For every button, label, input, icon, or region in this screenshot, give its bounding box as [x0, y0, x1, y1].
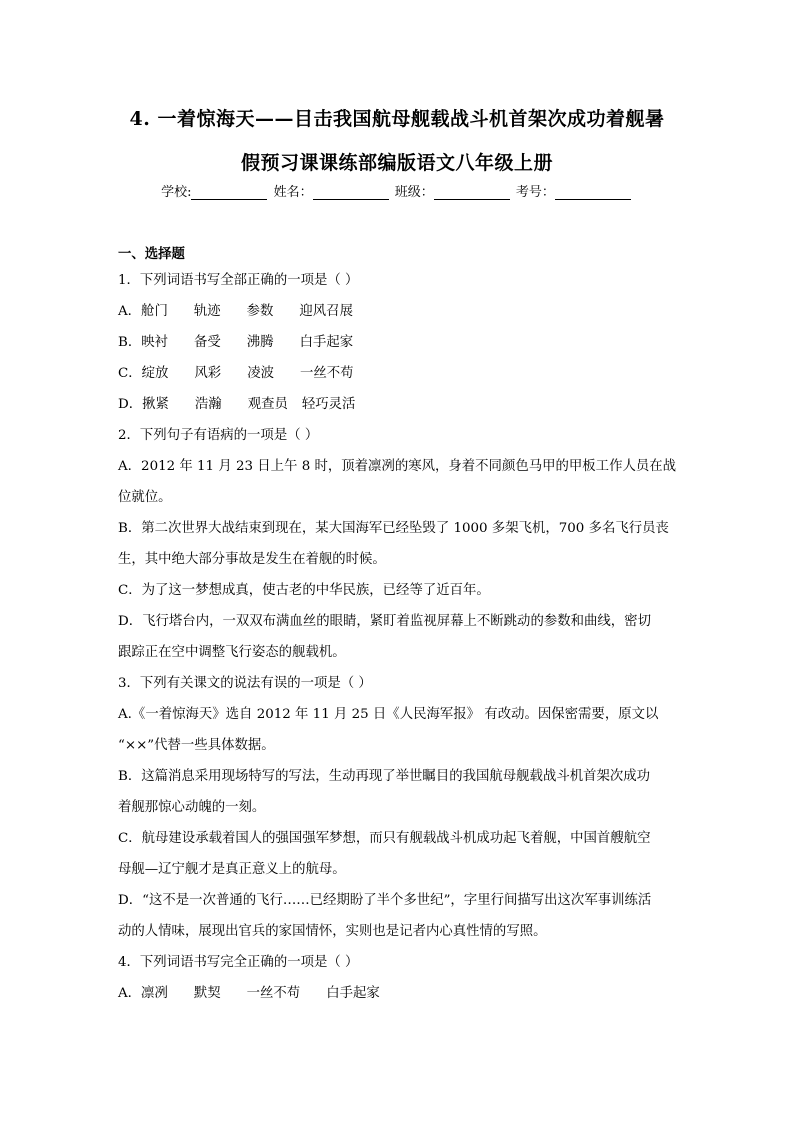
- question-3-option-b-line-2: 着舰那惊心动魄的一刻。: [118, 800, 266, 815]
- option-word: 一丝不苟: [299, 366, 354, 381]
- option-word: 凌波: [247, 366, 274, 381]
- school-field[interactable]: [161, 181, 269, 200]
- class-field[interactable]: [395, 181, 512, 200]
- option-word: 观查员: [247, 397, 288, 412]
- question-1-option-c: [118, 358, 678, 389]
- question-1-option-b: [118, 327, 678, 358]
- question-3-option-c-line-1: C．航母建设承载着国人的强国强军梦想，而只有舰载战斗机成功起飞着舰，中国首艘航空: [118, 831, 651, 846]
- school-label: 学校:: [161, 185, 192, 200]
- question-1-option-a: [118, 296, 678, 327]
- name-blank[interactable]: [313, 185, 389, 200]
- option-word: A．舱门: [118, 304, 168, 319]
- question-2-option-a-line-1: A．2012 年 11 月 23 日上午 8 时，顶着凛冽的寒风，身着不同颜色马甲的甲板工作人员在战: [118, 459, 677, 474]
- question-3-option-a-line-2: “××”代替一些具体数据。: [118, 738, 275, 753]
- question-2-option-c: C．为了这一梦想成真，使古老的中华民族，已经等了近百年。: [118, 583, 490, 598]
- option-word: 轻巧灵活: [301, 397, 356, 412]
- option-word: 白手起家: [299, 335, 354, 350]
- exam-number-field[interactable]: [516, 181, 633, 200]
- question-4-stem: 4．下列词语书写完全正确的一项是（ ）: [118, 955, 359, 970]
- option-word: 迎风召展: [299, 304, 353, 319]
- question-3-stem: 3．下列有关课文的说法有误的一项是（ ）: [118, 676, 372, 691]
- question-2-stem: 2．下列句子有语病的一项是（ ）: [118, 428, 319, 443]
- question-1-option-d: [118, 389, 678, 420]
- option-word: 沸腾: [246, 335, 274, 350]
- option-word: A．凛冽: [118, 986, 168, 1001]
- question-3-option-a-line-1: A.《一着惊海天》选自 2012 年 11 月 25 日《人民海军报》 有改动。因保密需要，原文以: [118, 707, 659, 722]
- class-label: 班级：: [394, 185, 434, 200]
- class-blank[interactable]: [434, 185, 510, 200]
- option-word: 默契: [193, 986, 221, 1001]
- question-3-option-c-line-2: 母舰—辽宁舰才是真正意义上的航母。: [118, 862, 346, 877]
- student-info-fields: [0, 181, 794, 200]
- option-word: 一丝不苟: [246, 986, 301, 1001]
- option-word: 白手起家: [326, 986, 380, 1001]
- option-word: 参数: [246, 304, 274, 319]
- name-field[interactable]: [274, 181, 391, 200]
- school-blank[interactable]: [191, 185, 267, 200]
- question-body: [118, 243, 678, 1009]
- exam-number-blank[interactable]: [555, 185, 631, 200]
- exam-number-label: 考号：: [515, 185, 555, 200]
- question-2-option-b-line-1: B．第二次世界大战结束到现在，某大国海军已经坠毁了 1000 多架飞机，700 多名飞行员丧: [118, 521, 669, 536]
- option-word: 风彩: [194, 366, 222, 381]
- question-3-option-d-line-2: 动的人情味，展现出官兵的家国情怀，实则也是记者内心真性情的写照。: [118, 924, 547, 939]
- section-heading: 一、选择题: [118, 246, 185, 262]
- option-word: D．揪紧: [118, 397, 169, 412]
- page-title-line-1: 4. 一着惊海天——目击我国航母舰载战斗机首架次成功着舰暑: [129, 108, 665, 130]
- name-label: 姓名：: [273, 185, 313, 200]
- question-2-option-b-line-2: 生，其中绝大部分事故是发生在着舰的时候。: [118, 552, 386, 567]
- option-word: 轨迹: [193, 304, 221, 319]
- question-3-option-b-line-1: B．这篇消息采用现场特写的写法，生动再现了举世瞩目的我国航母舰载战斗机首架次成功: [118, 769, 651, 784]
- question-3-option-d-line-1: D．“这不是一次普通的飞行……已经期盼了半个多世纪”，字里行间描写出这次军事训练活: [118, 893, 652, 908]
- question-4-option-a: [118, 978, 678, 1009]
- question-2-option-d-line-2: 跟踪正在空中调整飞行姿态的舰载机。: [118, 645, 346, 660]
- question-1-stem: 1．下列词语书写全部正确的一项是（ ）: [118, 273, 359, 288]
- option-word: 浩瀚: [194, 397, 222, 412]
- question-2-option-a-line-2: 位就位。: [118, 490, 172, 505]
- question-2-option-d-line-1: D．飞行塔台内，一双双布满血丝的眼睛，紧盯着监视屏幕上不断跳动的参数和曲线，密切: [118, 614, 651, 629]
- option-word: C．绽放: [118, 366, 169, 381]
- option-word: 备受: [194, 335, 221, 350]
- page-title-line-2: 假预习课课练部编版语文八年级上册: [240, 152, 553, 174]
- option-word: B．映衬: [118, 335, 169, 350]
